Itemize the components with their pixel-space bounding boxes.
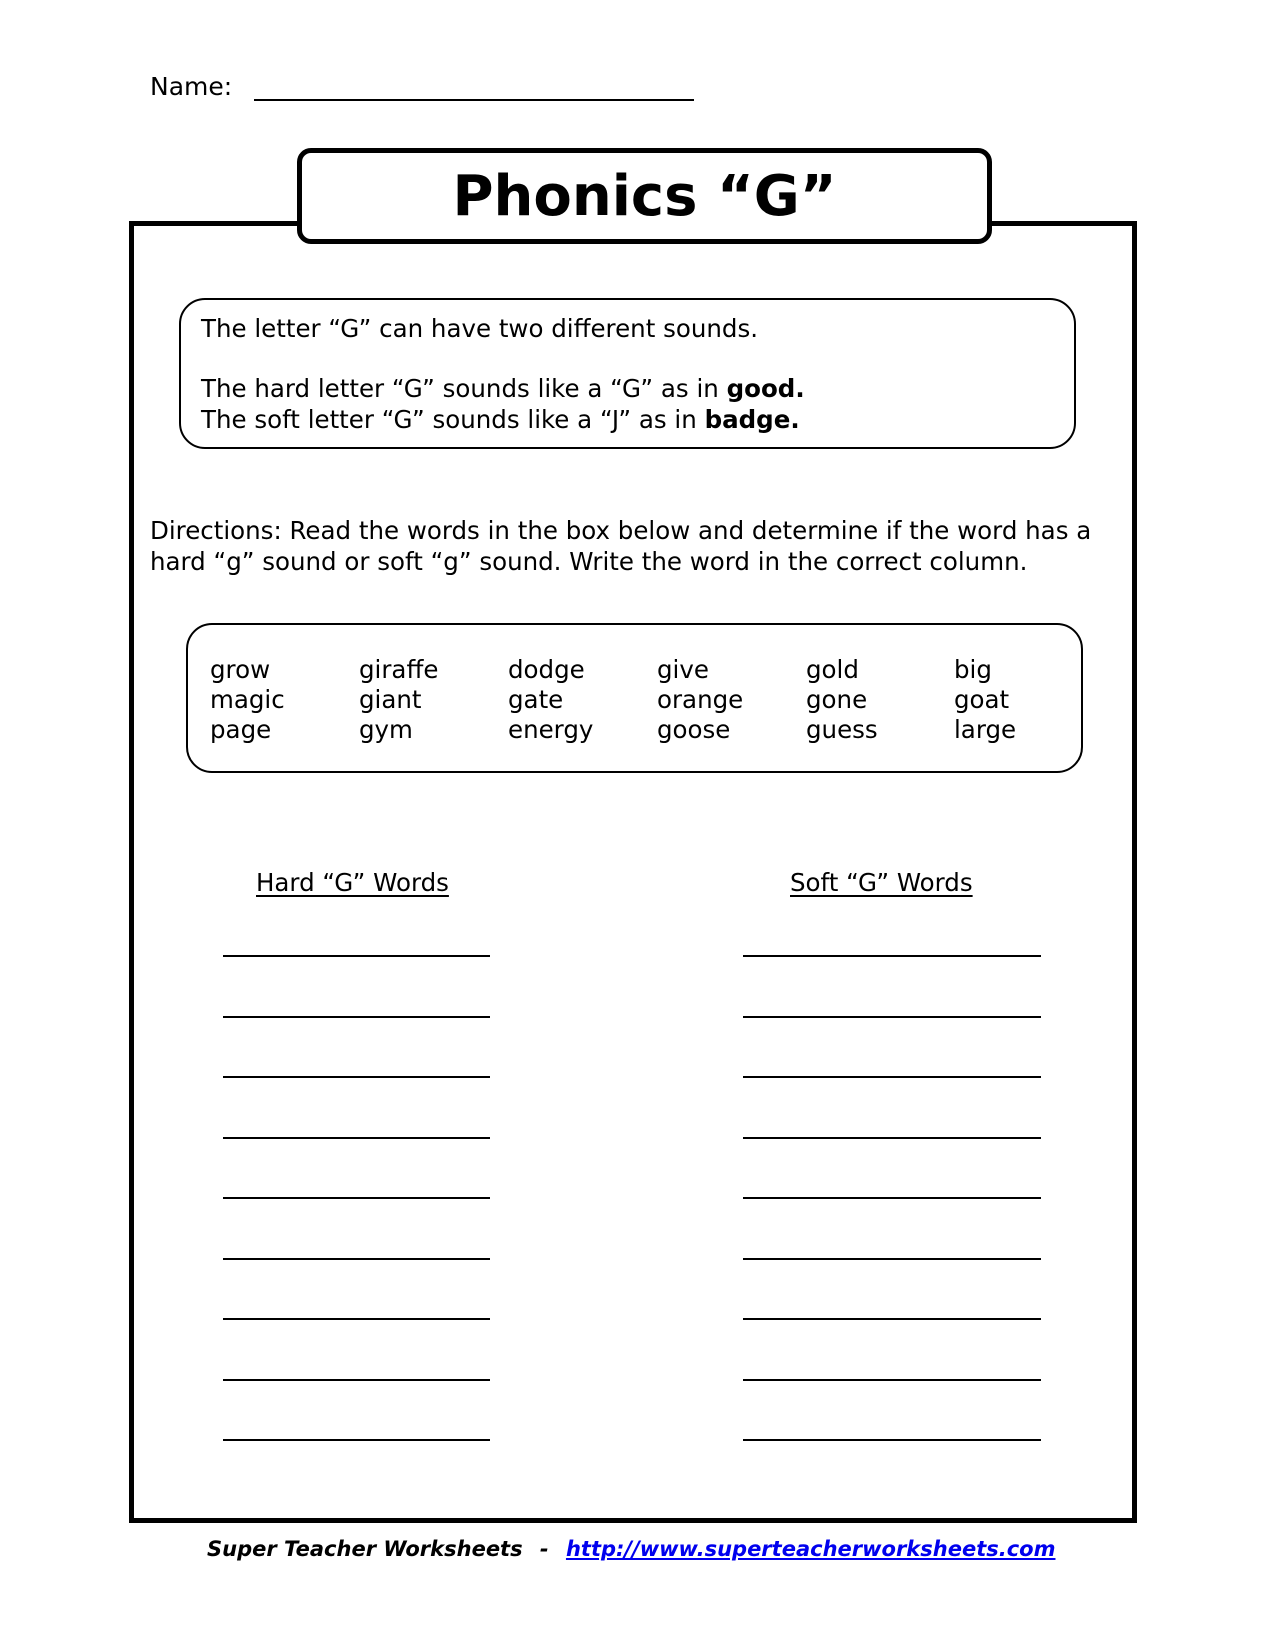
- info-example-soft: badge.: [704, 405, 800, 434]
- info-line-2: [201, 373, 1054, 404]
- word-item: giant: [359, 685, 422, 714]
- word-item: gate: [508, 685, 564, 714]
- soft-g-heading: Soft “G” Words: [790, 868, 973, 897]
- info-line-1: The letter “G” can have two different sounds.: [201, 314, 759, 343]
- word-item: gold: [806, 655, 859, 684]
- hard-g-answer-line[interactable]: [223, 955, 490, 957]
- hard-g-answer-line[interactable]: [223, 1016, 490, 1018]
- word-item: grow: [210, 655, 271, 684]
- word-item: gym: [359, 715, 413, 744]
- footer-link[interactable]: http://www.superteacherworksheets.com: [565, 1537, 1056, 1561]
- hard-g-answer-line[interactable]: [223, 1076, 490, 1078]
- name-row: [150, 72, 694, 101]
- hard-g-answer-line[interactable]: [223, 1318, 490, 1320]
- word-item: give: [657, 655, 709, 684]
- directions-text: Directions: Read the words in the box below and determine if the word has a hard “g” sound or soft “g” sound. Write the word in the correct column.: [150, 516, 1092, 576]
- word-item: dodge: [508, 655, 585, 684]
- word-column: [508, 655, 593, 745]
- name-blank-line[interactable]: [254, 73, 694, 101]
- soft-g-answer-line[interactable]: [743, 1379, 1041, 1381]
- soft-g-answer-line[interactable]: [743, 1016, 1041, 1018]
- info-line-2-text: The hard letter “G” sounds like a “G” as in: [201, 374, 727, 403]
- word-item: large: [954, 715, 1017, 744]
- soft-g-answer-line[interactable]: [743, 955, 1041, 957]
- word-item: guess: [806, 715, 878, 744]
- soft-g-answer-line[interactable]: [743, 1439, 1041, 1441]
- hard-g-answer-line[interactable]: [223, 1439, 490, 1441]
- word-item: orange: [657, 685, 744, 714]
- word-item: energy: [508, 715, 594, 744]
- word-item: goose: [657, 715, 731, 744]
- word-column: [806, 655, 878, 745]
- word-item: big: [954, 655, 992, 684]
- footer-brand: Super Teacher Worksheets: [207, 1537, 523, 1561]
- hard-g-answer-line[interactable]: [223, 1197, 490, 1199]
- name-label: Name:: [150, 72, 233, 101]
- info-box: [179, 298, 1076, 449]
- soft-g-answer-line[interactable]: [743, 1197, 1041, 1199]
- word-bank: [186, 623, 1083, 773]
- title-box: [297, 148, 992, 244]
- word-column: [359, 655, 438, 745]
- hard-g-heading: Hard “G” Words: [256, 868, 449, 897]
- word-item: magic: [210, 685, 285, 714]
- hard-g-answer-line[interactable]: [223, 1137, 490, 1139]
- word-column: [954, 655, 1016, 745]
- word-item: page: [210, 715, 272, 744]
- info-line-3: [201, 404, 1054, 435]
- word-item: gone: [806, 685, 868, 714]
- soft-g-answer-line[interactable]: [743, 1076, 1041, 1078]
- page-title: Phonics “G”: [452, 163, 837, 229]
- word-column: [657, 655, 743, 745]
- footer-separator: -: [539, 1537, 549, 1561]
- word-column: [210, 655, 285, 745]
- soft-g-answer-line[interactable]: [743, 1318, 1041, 1320]
- hard-g-answer-line[interactable]: [223, 1258, 490, 1260]
- info-example-hard: good.: [726, 374, 805, 403]
- word-item: goat: [954, 685, 1010, 714]
- soft-g-answer-line[interactable]: [743, 1137, 1041, 1139]
- info-line-3-text: The soft letter “G” sounds like a “J” as in: [201, 405, 705, 434]
- hard-g-answer-line[interactable]: [223, 1379, 490, 1381]
- soft-g-answer-line[interactable]: [743, 1258, 1041, 1260]
- word-item: giraffe: [359, 655, 439, 684]
- footer: [207, 1537, 1055, 1561]
